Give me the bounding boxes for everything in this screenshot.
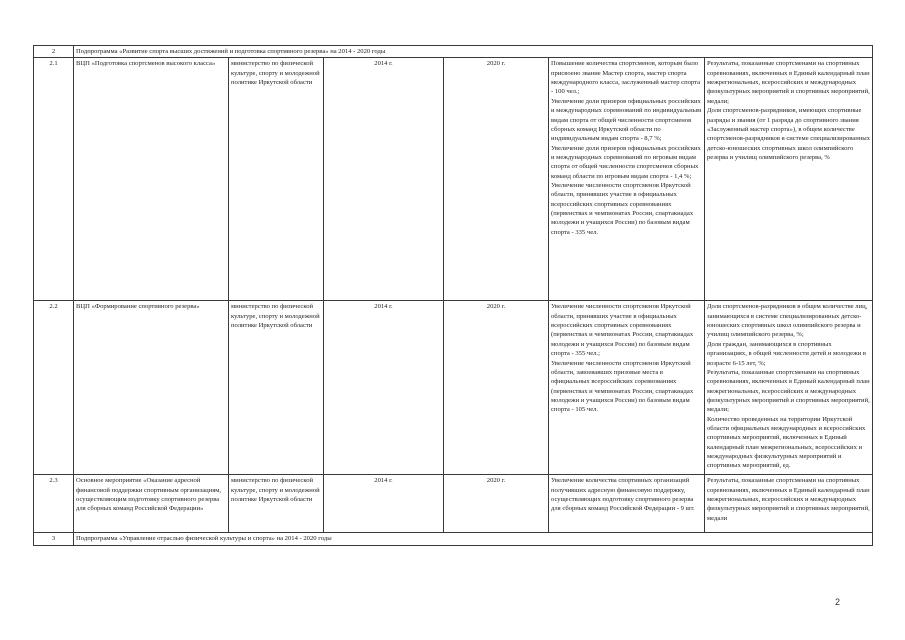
measure-name: ВЦП «Формирование спортивного резерва»	[74, 301, 229, 475]
measure-name: Основное мероприятие «Оказание адресной финансовой поддержки спортивным организациям, осуществляющим подготовку спортивного резерва для сборных команд Российской Федерации»	[74, 475, 229, 533]
table-row	[34, 58, 873, 301]
row-number: 2.3	[34, 475, 74, 533]
expected-results: Увеличение численности спортсменов Иркутской области, принявших участие в официальных всероссийских спортивных соревнованиях (первенствах и чемпионатах России, спартакиадах молодежи и учащихся России) по базовым видам спорта - 355 чел.; Увеличение численности спортсменов Иркутской области, завоевавших призовые места в официальных всероссийских соревнованиях (первенствах и чемпионатах России, спартакиадах молодежи и учащихся России) по базовым видам спорта - 105 чел.	[549, 301, 705, 475]
end-year: 2020 г.	[444, 475, 549, 533]
start-year: 2014 г.	[324, 301, 444, 475]
end-year: 2020 г.	[444, 58, 549, 301]
expected-results: Повышение количества спортсменов, которым было присвоено звание Мастер спорта, мастер спорта международного класса, заслуженный мастер спорта - 100 чел.; Увеличение доли призеров официальных российских и международных соревнований по индивидуальным видам спорта от общей численности спортсменов сборных команд Иркутской области по индивидуальным видам спорта - 8,7 %; Увеличение доли призеров официальных российских и международных соревнований по игровым видам спорта от общей численности спортсменов сборных команд области по игровым видам спорта - 1,4 %; Увеличение численности спортсменов Иркутской области, принявших участие в официальных всероссийских спортивных соревнованиях (первенствах и чемпионатах России, спартакиадах молодежи и учащихся России) по базовым видам спорта - 335 чел.	[549, 58, 705, 301]
target-indicators: Доля спортсменов-разрядников в общем количестве лиц, занимающихся в системе специализированных детско-юношеских спортивных школ олимпийского резерва и училищ олимпийского резерва, %; Доля граждан, занимающихся в спортивных организациях, в общей численности детей и молодежи в возрасте 6-15 лет, %; Результаты, показанные спортсменами на спортивных соревнованиях, включенных в Единый календарный план межрегиональных, всероссийских и международных физкультурных мероприятий и спортивных мероприятий, медали; Количество проведенных на территории Иркутской области официальных международных и всероссийских спортивных мероприятий, включенных в Единый календарный план межрегиональных, всероссийских и международных физкультурных мероприятий и спортивных мероприятий, ед.	[705, 301, 873, 475]
program-measures-table	[33, 45, 873, 546]
row-number: 2.1	[34, 58, 74, 301]
start-year: 2014 г.	[324, 475, 444, 533]
subprogram-number: 3	[34, 533, 74, 545]
table-row	[34, 475, 873, 533]
executor: министерство по физической культуре, спорту и молодежной политике Иркутской области	[229, 58, 324, 301]
start-year: 2014 г.	[324, 58, 444, 301]
subprogram-title: Подпрограмма «Развитие спорта высших достижений и подготовка спортивного резерва» на 2014 - 2020 годы	[74, 46, 873, 58]
page-number: 2	[835, 597, 841, 607]
executor: министерство по физической культуре, спорту и молодежной политике Иркутской области	[229, 301, 324, 475]
subprogram-title: Подпрограмма «Управление отраслью физической культуры и спорта» на 2014 - 2020 годы	[74, 533, 873, 545]
target-indicators: Результаты, показанные спортсменами на спортивных соревнованиях, включенных в Единый календарный план межрегиональных, всероссийских и международных физкультурных мероприятий и спортивных мероприятий, медали; Доля спортсменов-разрядников, имеющих спортивные разряды и звания (от 1 разряда до спортивного звания «Заслуженный мастер спорта»), в общем количестве спортсменов-разрядников в системе специализированных детско-юношеских спортивных школ олимпийского резерва и училищ олимпийского резерва, %	[705, 58, 873, 301]
subprogram-row	[34, 533, 873, 545]
executor: министерство по физической культуре, спорту и молодежной политике Иркутской области	[229, 475, 324, 533]
row-number: 2.2	[34, 301, 74, 475]
subprogram-number: 2	[34, 46, 74, 58]
subprogram-row	[34, 46, 873, 58]
measure-name: ВЦП «Подготовка спортсменов высокого класса»	[74, 58, 229, 301]
end-year: 2020 г.	[444, 301, 549, 475]
target-indicators: Результаты, показанные спортсменами на спортивных соревнованиях, включенных в Единый календарный план межрегиональных, всероссийских и международных физкультурных мероприятий и спортивных мероприятий, медали	[705, 475, 873, 533]
expected-results: Увеличение количества спортивных организаций получивших адресную финансовую поддержку, осуществляющих подготовку спортивного резерва для сборных команд Российской Федерации - 9 шт.	[549, 475, 705, 533]
table-row	[34, 301, 873, 475]
